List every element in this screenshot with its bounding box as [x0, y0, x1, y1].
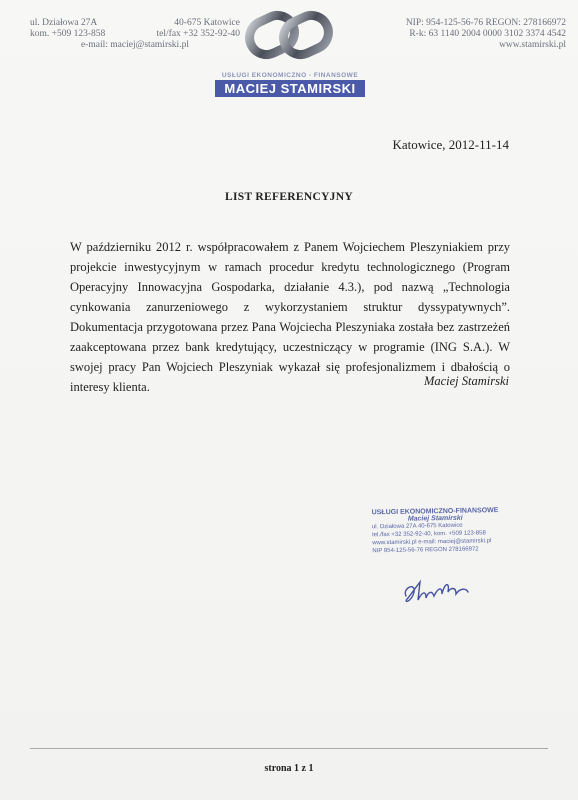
header-street: ul. Działowa 27A — [30, 18, 98, 28]
header-contact-left — [30, 18, 240, 51]
stamp-line-5: www.stamirski.pl e-mail: maciej@stamirski.pl — [372, 538, 492, 547]
brand-name: MACIEJ STAMIRSKI — [215, 80, 365, 97]
stamp-line-4: tel./fax +32 352-92-40, kom. +509 123-858 — [372, 530, 486, 539]
footer-divider — [30, 748, 548, 749]
stamp-line-6: NIP 954-125-56-76 REGON 278166972 — [372, 546, 479, 555]
brand-tagline: USŁUGI EKONOMICZNO - FINANSOWE — [221, 72, 359, 79]
header-website: www.stamirski.pl — [499, 40, 566, 50]
brand-block — [215, 72, 365, 97]
header-telfax: tel/fax +32 352-92-40 — [156, 29, 240, 39]
letter-body: W październiku 2012 r. współpracowałem z Panem Wojciechem Pleszyniakiem przy projekcie inwestycyjnym w ramach procedur kredytu technologicznego (Program Operacyjny Innowacyjna Gospodarka, działanie 4.3.), pod nazwą „Technologia cynkowania zanurzeniowego z wykorzystaniem struktur dyssypatywnych”. Dokumentacja przygotowana przez Pana Wojciecha Pleszyniaka została bez zastrzeżeń zaakceptowana przez bank kredytujący, uczestniczący w programie (ING S.A.). W swojej pracy Pan Wojciech Pleszyniak wykazał się profesjonalizmem i dbałością o interesy klienta. — [70, 240, 510, 394]
header-account: R-k: 63 1140 2004 0000 3102 3374 4542 — [409, 29, 566, 39]
stamp-line-1: USŁUGI EKONOMICZNO-FINANSOWE — [371, 507, 499, 517]
header-email: e-mail: maciej@stamirski.pl — [81, 40, 189, 50]
company-stamp — [372, 507, 523, 556]
header-ids: NIP: 954-125-56-76 REGON: 278166972 — [405, 18, 566, 28]
stamp-line-3: ul. Działowa 27A 40-675 Katowice — [371, 522, 463, 531]
chain-logo-icon — [243, 4, 335, 66]
signatory-name: Maciej Stamirski — [423, 374, 509, 388]
header-contact-right — [351, 18, 566, 51]
letter-title: LIST REFERENCYJNY — [225, 191, 353, 203]
handwritten-signature-icon — [398, 570, 478, 610]
stamp-line-2: Maciej Stamirski — [407, 514, 463, 523]
page-number: strona 1 z 1 — [264, 763, 314, 774]
letter-date: Katowice, 2012-11-14 — [392, 137, 509, 152]
header-postal: 40-675 Katowice — [174, 18, 240, 28]
header-mobile: kom. +509 123-858 — [30, 29, 106, 39]
